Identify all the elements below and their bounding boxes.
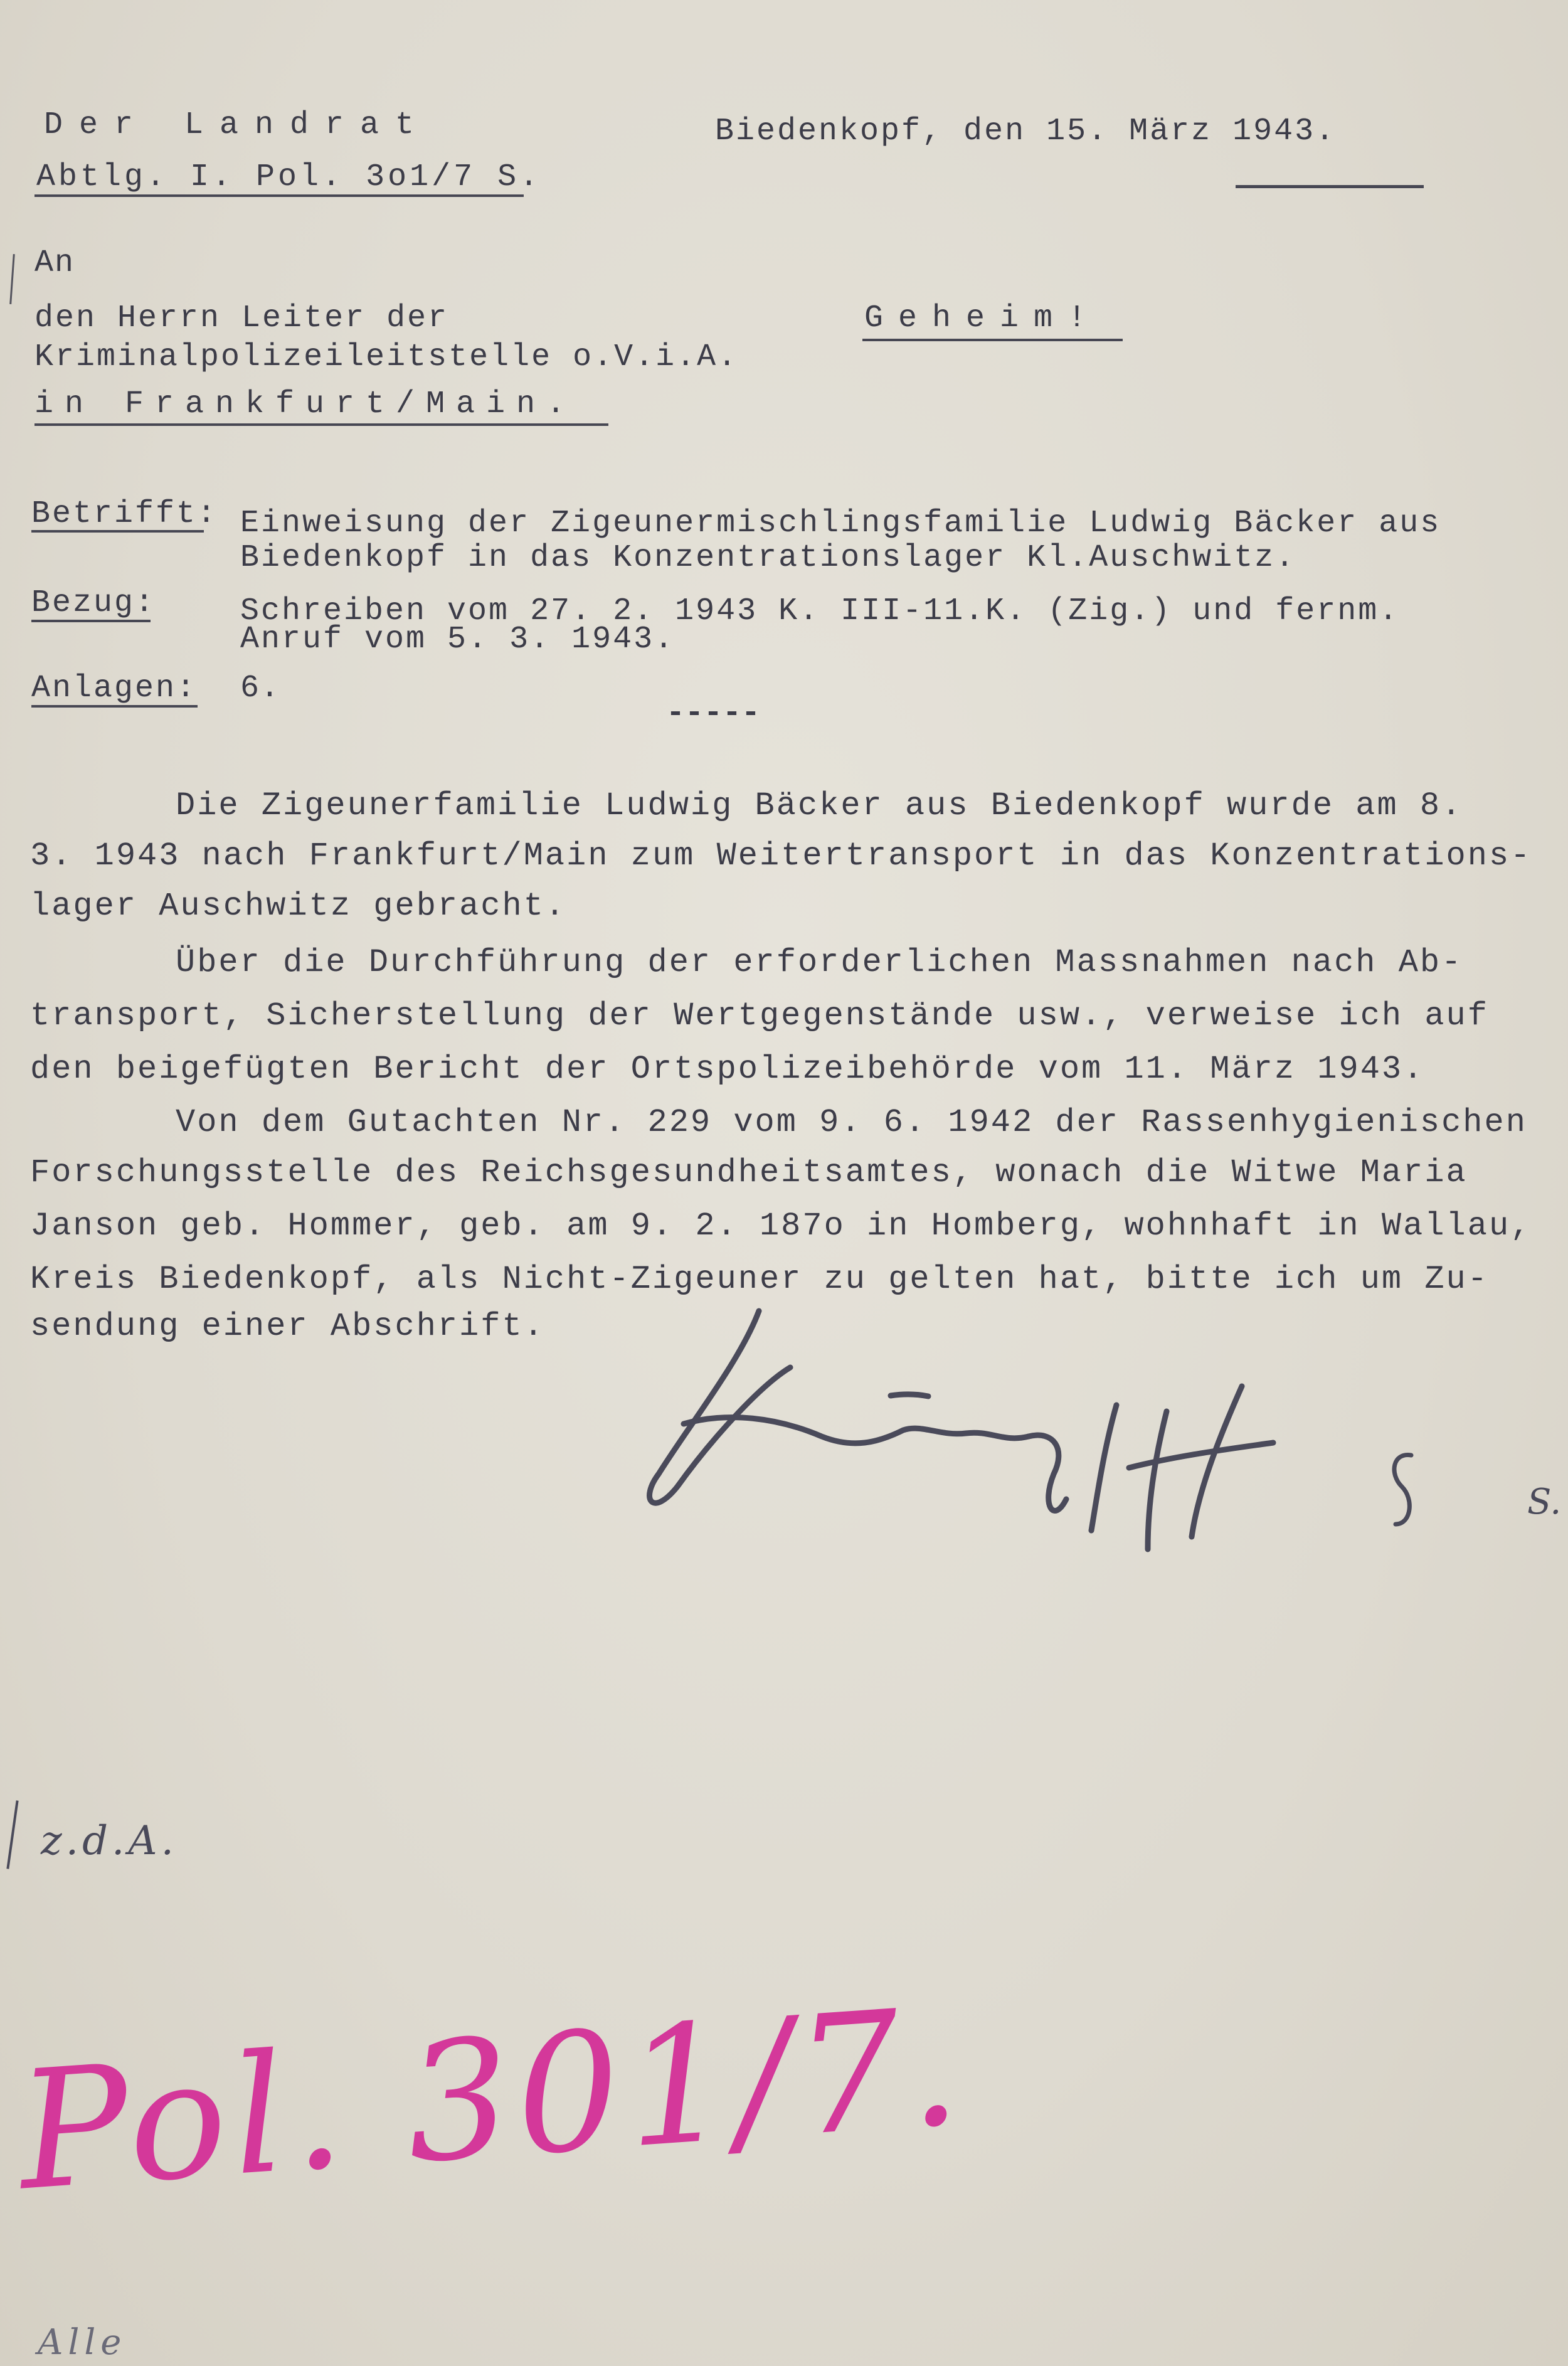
zda-note: z.d.A. bbox=[41, 1818, 177, 1864]
address-line-3: in Frankfurt/Main. bbox=[34, 386, 577, 422]
body-line-9: Janson geb. Hommer, geb. am 9. 2. 187o in Homberg, wohnhaft in Wallau, bbox=[30, 1207, 1532, 1244]
body-line-10: Kreis Biedenkopf, als Nicht-Zigeuner zu gelten hat, bitte ich um Zu- bbox=[30, 1261, 1489, 1298]
pencil-mark bbox=[9, 254, 15, 304]
body-line-7: Von dem Gutachten Nr. 229 vom 9. 6. 1942 der Rassenhygienischen bbox=[176, 1104, 1527, 1141]
signature-stroke bbox=[891, 1394, 928, 1396]
betrifft-underline bbox=[31, 530, 204, 533]
bezug-underline bbox=[31, 620, 151, 622]
date-underline bbox=[1236, 185, 1424, 188]
initial-mark: S. bbox=[1527, 1482, 1562, 1522]
authority-title: Der Landrat bbox=[44, 107, 431, 143]
signature-stroke bbox=[1029, 1435, 1066, 1510]
classification-secret: Geheim! bbox=[864, 300, 1102, 336]
body-line-8: Forschungsstelle des Reichsgesundheitsamtes, wonach die Witwe Maria bbox=[30, 1154, 1468, 1191]
separator: ----- bbox=[666, 696, 761, 731]
anlagen-value: 6. bbox=[240, 671, 281, 706]
body-line-4: Über die Durchführung der erforderlichen Massnahmen nach Ab- bbox=[176, 944, 1463, 981]
body-line-11: sendung einer Abschrift. bbox=[30, 1308, 545, 1345]
address-line-2: Kriminalpolizeileitstelle o.V.i.A. bbox=[34, 339, 739, 375]
bezug-text-1: Schreiben vom 27. 2. 1943 K. III-11.K. (Zig.) und fernm. bbox=[240, 593, 1400, 629]
signature-stroke bbox=[1148, 1411, 1167, 1549]
betrifft-text-2: Biedenkopf in das Konzentrationslager Kl.Auschwitz. bbox=[240, 540, 1296, 576]
bottom-edge-note: Alle bbox=[38, 2322, 127, 2363]
body-line-2: 3. 1943 nach Frankfurt/Main zum Weitertransport in das Konzentrations- bbox=[30, 837, 1532, 874]
body-line-5: transport, Sicherstellung der Wertgegenstände usw., verweise ich auf bbox=[30, 997, 1489, 1034]
bezug-label: Bezug: bbox=[31, 585, 156, 621]
signature-stroke bbox=[1091, 1405, 1116, 1530]
signature-stroke bbox=[684, 1418, 1029, 1443]
betrifft-label: Betrifft: bbox=[31, 496, 218, 532]
anlagen-underline bbox=[31, 705, 198, 708]
anlagen-label: Anlagen: bbox=[31, 671, 198, 706]
betrifft-text-1: Einweisung der Zigeunermischlingsfamilie Ludwig Bäcker aus bbox=[240, 506, 1441, 541]
body-line-1: Die Zigeunerfamilie Ludwig Bäcker aus Biedenkopf wurde am 8. bbox=[176, 787, 1463, 824]
reference-underline bbox=[34, 194, 524, 197]
address-underline bbox=[34, 423, 608, 426]
address-line-1: den Herrn Leiter der bbox=[34, 300, 449, 336]
classification-underline bbox=[862, 339, 1123, 341]
pink-reference-stamp: Pol. 301/7. bbox=[12, 1971, 972, 2227]
body-line-3: lager Auschwitz gebracht. bbox=[30, 888, 567, 925]
reference-number: Abtlg. I. Pol. 3o1/7 S. bbox=[36, 159, 542, 195]
signature-stroke bbox=[1192, 1386, 1242, 1537]
signature-stroke bbox=[1129, 1443, 1273, 1468]
address-to: An bbox=[34, 245, 75, 281]
signature-stroke bbox=[650, 1311, 790, 1503]
handwritten-signature bbox=[615, 1286, 1430, 1599]
place-date: Biedenkopf, den 15. März 1943. bbox=[715, 114, 1337, 149]
initial-s bbox=[1394, 1455, 1411, 1524]
bezug-text-2: Anruf vom 5. 3. 1943. bbox=[240, 622, 675, 657]
body-line-6: den beigefügten Bericht der Ortspolizeibehörde vom 11. März 1943. bbox=[30, 1051, 1425, 1088]
pencil-mark-left bbox=[6, 1800, 18, 1869]
